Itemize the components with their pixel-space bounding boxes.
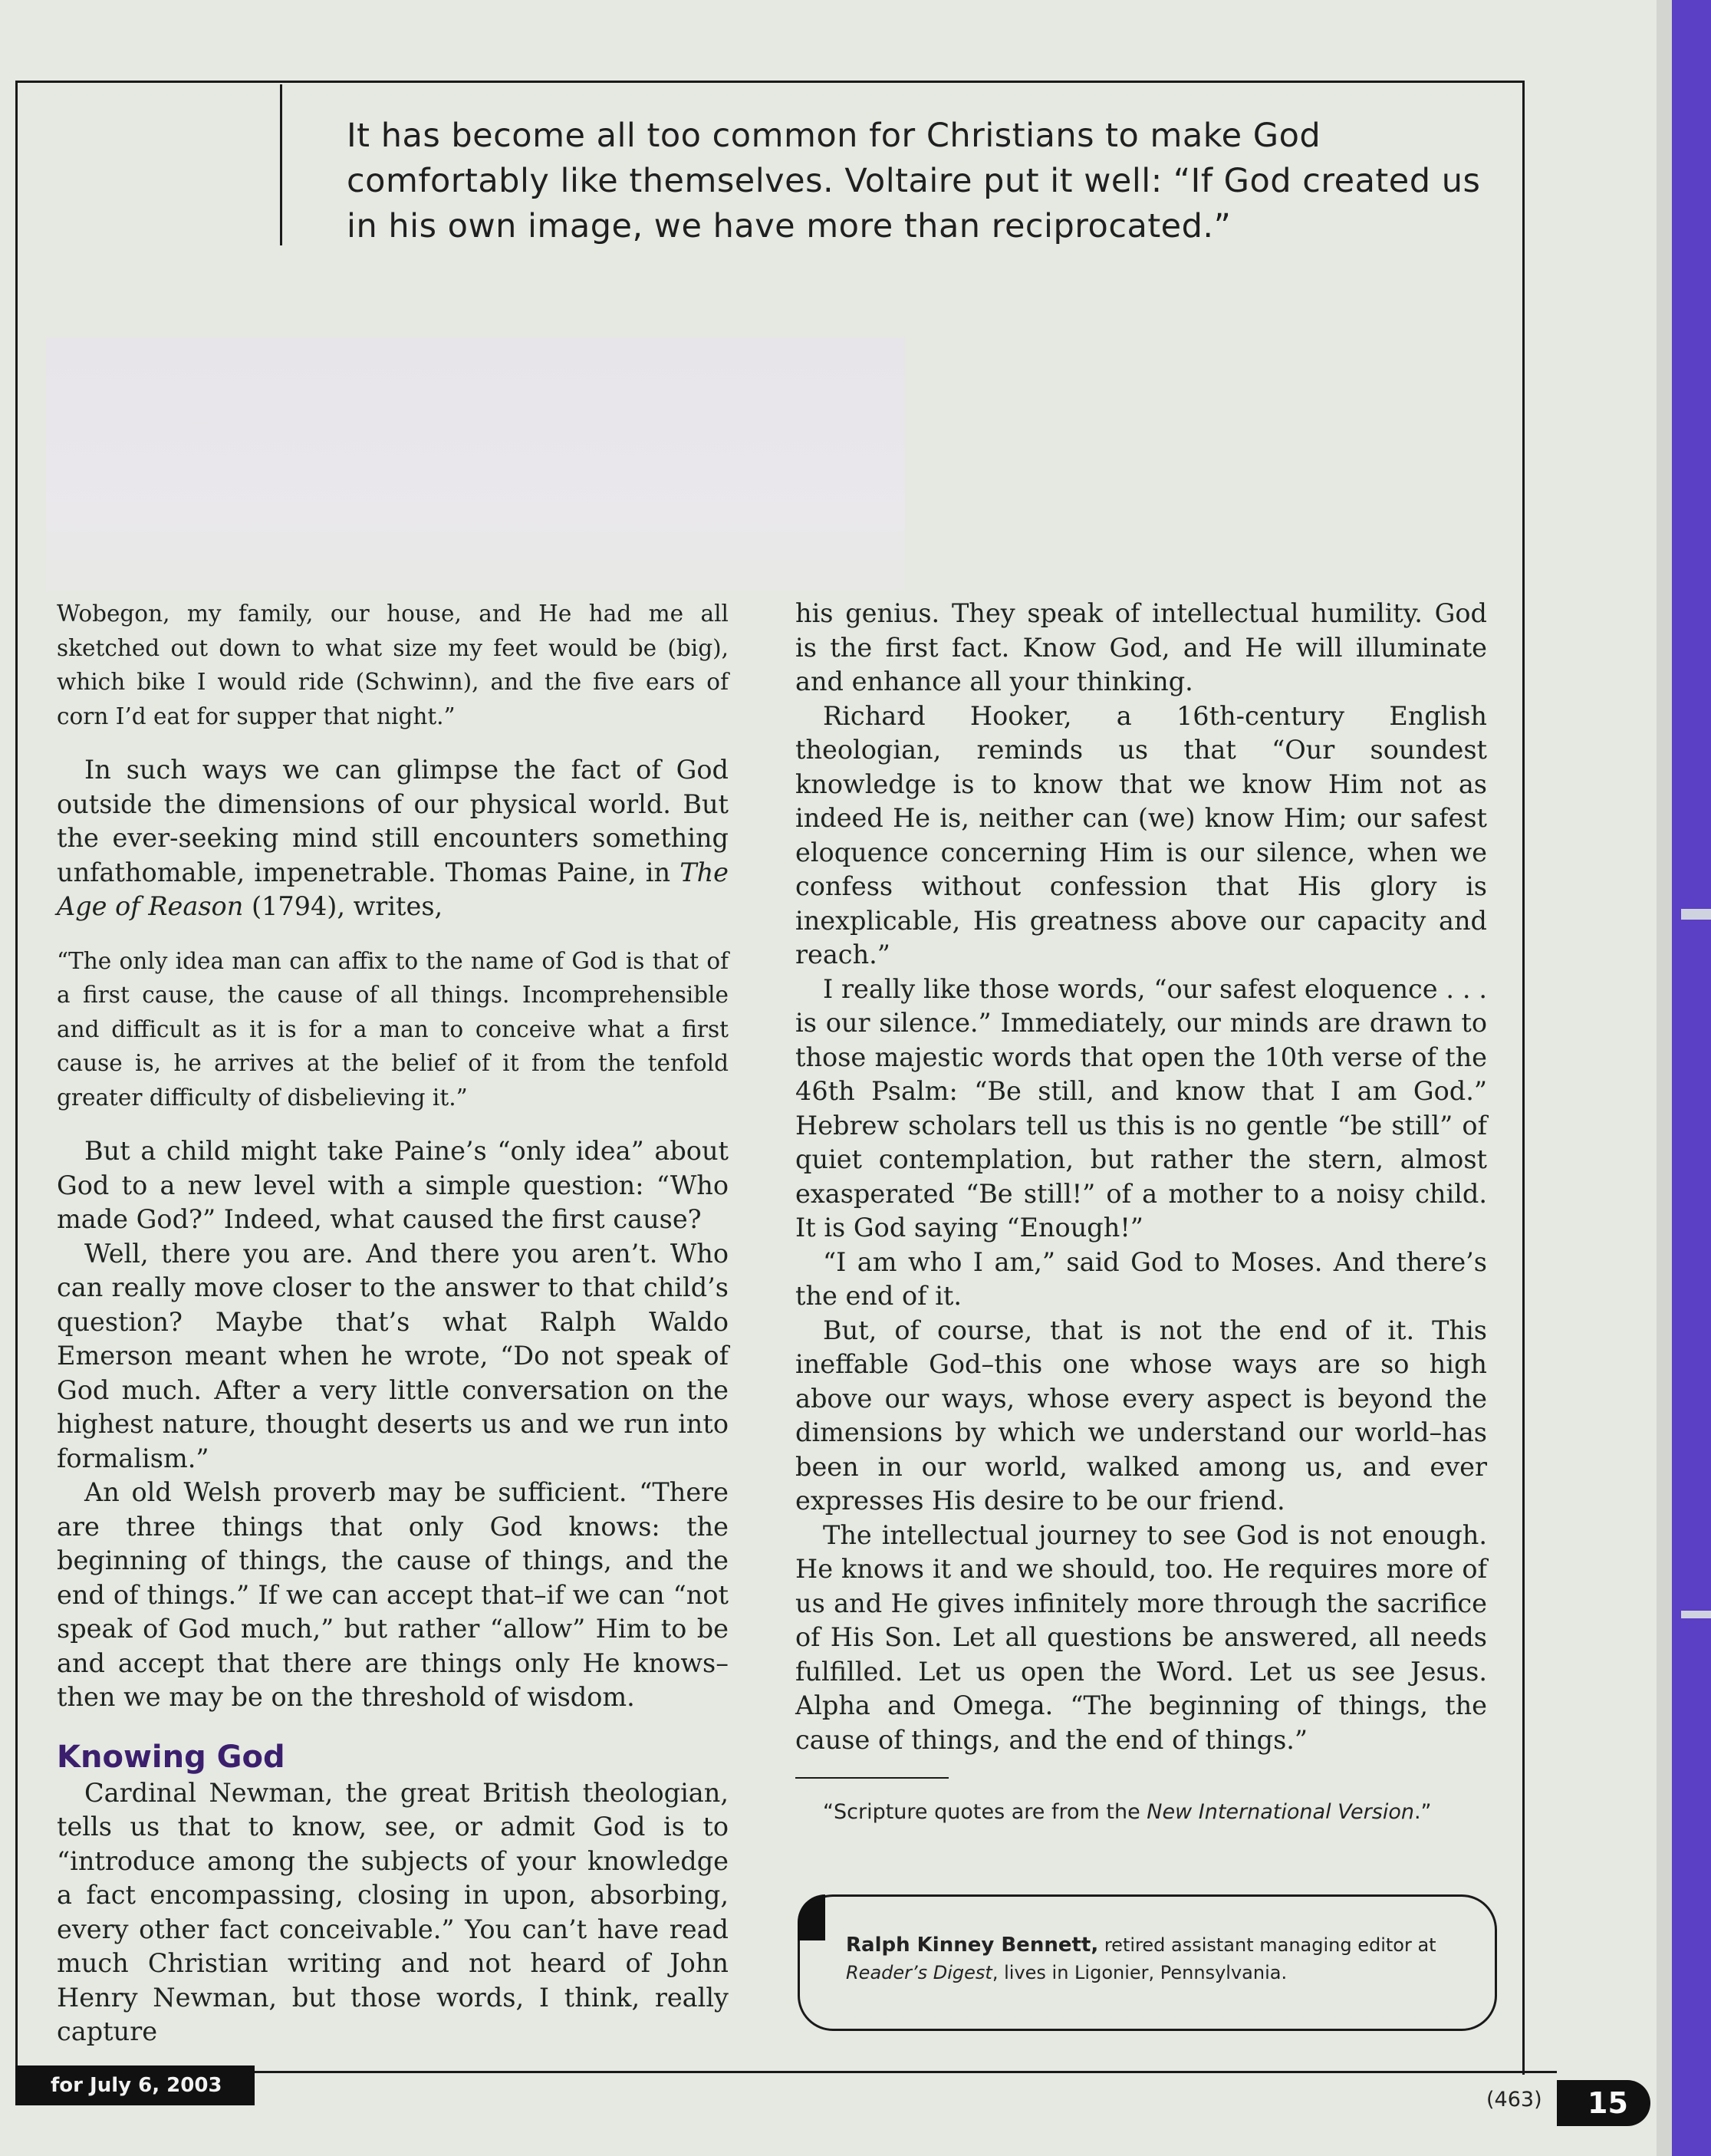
book-title: The Age of Reason [57,857,729,921]
footnote [823,1797,1487,1828]
paragraph-text: In such ways we can glimpse the fact of God outside the dimensions of our physical world. But the ever-seeking mind still encounters something unfathomable, impenetrable. Thomas Paine, in [57,755,729,887]
paragraph: But a child might take Paine’s “only idea” about God to a new level with a simple question: “Who made God?” Indeed, what caused the first cause? [57,1136,729,1234]
footnote-text: .” [1413,1800,1432,1824]
bio-text: retired assistant managing editor at [1098,1934,1436,1956]
author-name: Ralph Kinney Bennett, [846,1934,1099,1957]
page-edge [1657,0,1673,2156]
paragraph: An old Welsh proverb may be sufficient. “There are three things that only God knows: the beginning of things, the cause of things, and the end of things.” If we can accept that–if we can “not speak of God much,” but rather “allow” Him to be and accept that there are things only He knows–then we may be on the threshold of wisdom. [57,1477,729,1712]
footnote-rule [795,1777,949,1779]
paragraph: The intellectual journey to see God is not enough. He knows it and we should, too. He requires more of us and He gives infinitely more through the sacrifice of His Son. Let all questions be answered, all needs fulfilled. Let us open the Word. Let us see Jesus. Alpha and Omega. “The beginning of things, the cause of things, and the end of things.” [795,1519,1487,1755]
paragraph: “I am who I am,” said God to Moses. And there’s the end of it. [795,1246,1487,1311]
paragraph: his genius. They speak of intellectual humility. God is the first fact. Know God, and He will illuminate and enhance all your thinking. [795,598,1487,696]
paragraph: I really like those words, “our safest eloquence . . . is our silence.” Immediately, our minds are drawn to those majestic words that open the 10th verse of the 46th Psalm: “Be still, and know that I am God.” Hebrew scholars tell us this is no gentle “be still” of quiet contemplation, but rather the stern, almost exasperated “Be still!” of a mother to a noisy child. It is God saying “Enough!” [795,973,1487,1243]
issue-date: for July 6, 2003 [15,2065,255,2105]
faded-illustration [46,337,905,591]
paragraph: Richard Hooker, a 16th-century English theologian, reminds us that “Our soundest knowledge is to know that we know Him not as indeed He is, neither can (we) know Him; our safest eloquence concerning Him is our silence, when we confess without confession that His glory is inexplicable, His greatness above our capacity and reach.” [795,700,1487,969]
right-column [795,597,1487,1828]
paragraph: Cardinal Newman, the great British theologian, tells us that to know, see, or admit God is to “introduce among the subjects of your knowledge a fact encompassing, closing in upon, absorbing, every other fact conceivable.” You can’t have read much Christian writing and not heard of John Henry Newman, but those words, I think, really capture [57,1777,729,2046]
paragraph: But, of course, that is not the end of it. This ineffable God–this one whose ways are so high above our ways, whose every aspect is beyond the dimensions by which we understand our world–has been in our world, walked among us, and ever expresses His desire to be our friend. [795,1315,1487,1516]
pull-quote-rule [280,84,282,245]
left-column [57,597,729,2049]
paragraph [57,753,729,924]
paragraph: Well, there you are. And there you aren’t. Who can really move closer to the answer to that child’s question? Maybe that’s what Ralph Waldo Emerson meant when he wrote, “Do not speak of God much. After a very little conversation on the highest nature, thought deserts us and we run into formalism.” [57,1238,729,1473]
paragraph-text: (1794), writes, [243,891,443,921]
issue-number: (463) [1486,2088,1542,2112]
spine-notch [1681,1611,1711,1618]
spine-notch [1681,909,1711,920]
subheading: Knowing God [57,1739,285,1775]
version-title: New International Version [1147,1800,1414,1824]
bio-text: , lives in Ligonier, Pennsylvania. [992,1962,1288,1983]
page-number: 15 [1557,2080,1650,2126]
continued-quote: Wobegon, my family, our house, and He had me all sketched out down to what size my feet would be (big), which bike I would ride (Schwinn), and the five ears of corn I’d eat for supper that night.” [57,601,729,729]
footnote-text: “Scripture quotes are from the [823,1800,1147,1824]
paine-quote: “The only idea man can affix to the name of God is that of a first cause, the cause of all things. Incomprehensible and difficult as it is for a man to conceive what a first cause is, he arrives at the belief of it from the tenfold greater difficulty of disbelieving it.” [57,947,729,1111]
pull-quote: It has become all too common for Christians to make God comfortably like themselves. Voltaire put it well: “If God created us in his own image, we have more than reciprocated.” [347,117,1481,245]
publication-name: Reader’s Digest [846,1962,992,1983]
author-bio [846,1931,1475,1986]
purple-spine [1672,0,1711,2156]
